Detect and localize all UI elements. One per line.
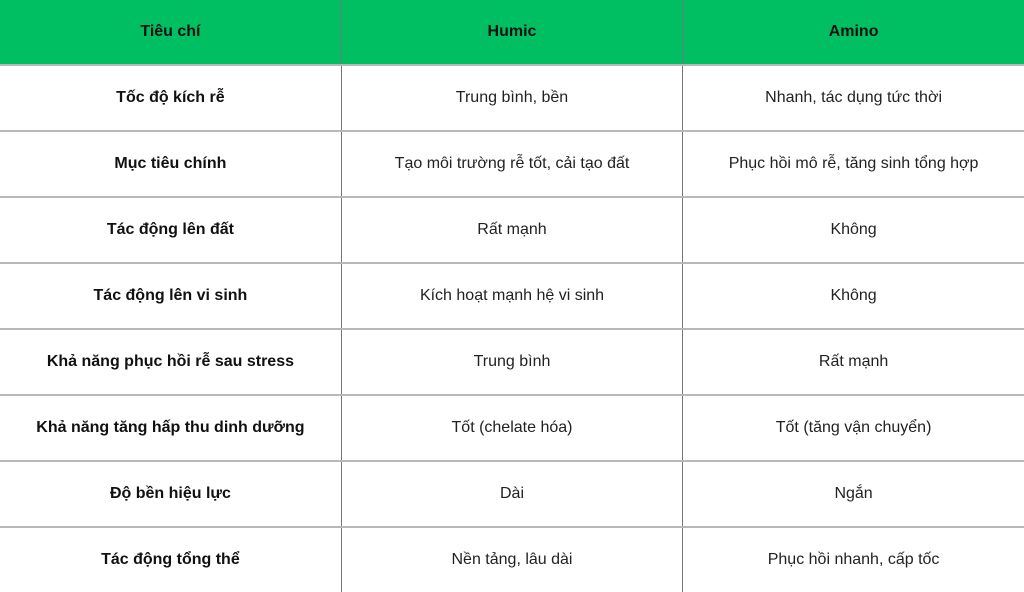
table-row [0,197,1024,263]
humic-cell: Dài [341,461,682,527]
table-row [0,263,1024,329]
criteria-cell: Độ bền hiệu lực [0,461,341,527]
criteria-cell: Khả năng tăng hấp thu dinh dưỡng [0,395,341,461]
amino-cell: Không [683,197,1024,263]
table-row [0,65,1024,131]
amino-cell: Nhanh, tác dụng tức thời [683,65,1024,131]
criteria-cell: Tốc độ kích rễ [0,65,341,131]
header-humic: Humic [341,0,682,65]
table-row [0,131,1024,197]
amino-cell: Tốt (tăng vận chuyển) [683,395,1024,461]
criteria-cell: Khả năng phục hồi rễ sau stress [0,329,341,395]
humic-cell: Rất mạnh [341,197,682,263]
humic-cell: Nền tảng, lâu dài [341,527,682,592]
humic-cell: Kích hoạt mạnh hệ vi sinh [341,263,682,329]
amino-cell: Không [683,263,1024,329]
table-row [0,329,1024,395]
humic-cell: Trung bình [341,329,682,395]
table-row [0,461,1024,527]
table-row [0,527,1024,592]
criteria-cell: Tác động lên vi sinh [0,263,341,329]
criteria-cell: Mục tiêu chính [0,131,341,197]
criteria-cell: Tác động lên đất [0,197,341,263]
amino-cell: Phục hồi nhanh, cấp tốc [683,527,1024,592]
table-row [0,395,1024,461]
criteria-cell: Tác động tổng thể [0,527,341,592]
header-amino: Amino [683,0,1024,65]
humic-cell: Trung bình, bền [341,65,682,131]
header-criteria: Tiêu chí [0,0,341,65]
humic-cell: Tạo môi trường rễ tốt, cải tạo đất [341,131,682,197]
amino-cell: Phục hồi mô rễ, tăng sinh tổng hợp [683,131,1024,197]
amino-cell: Rất mạnh [683,329,1024,395]
header-row [0,0,1024,65]
humic-cell: Tốt (chelate hóa) [341,395,682,461]
amino-cell: Ngắn [683,461,1024,527]
